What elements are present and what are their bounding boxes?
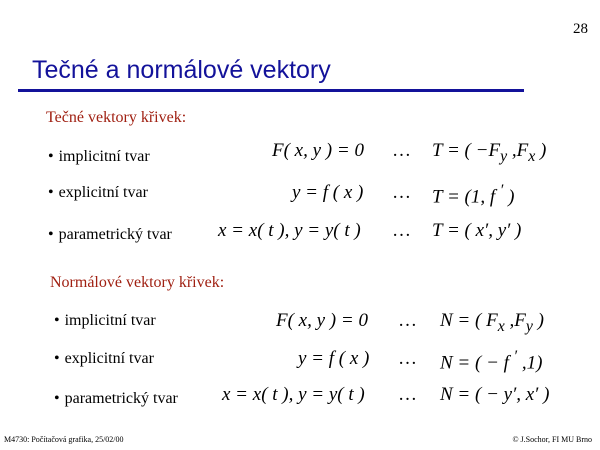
footer-copyright: © J.Sochor, FI MU Brno <box>512 435 592 444</box>
bullet: • <box>54 390 60 407</box>
ellipsis: … <box>392 182 411 203</box>
tangent-row-implicit-formula: F( x, y ) = 0 <box>272 140 364 161</box>
slide-title: Tečné a normálové vektory <box>32 56 331 84</box>
page-number: 28 <box>573 21 588 37</box>
bullet: • <box>54 350 60 367</box>
ellipsis: … <box>392 140 411 161</box>
bullet: • <box>54 312 60 329</box>
tangent-row-parametric-formula: x = x( t ), y = y( t ) <box>218 220 361 241</box>
ellipsis: … <box>392 220 411 241</box>
normal-row-implicit-formula: F( x, y ) = 0 <box>276 310 368 331</box>
bullet: • <box>48 184 54 201</box>
normal-row-implicit-result: N = ( $F_x$ $,F_y$ ) <box>440 310 544 335</box>
bullet: • <box>48 148 54 165</box>
footer-course: M4730: Počítačová grafika, 25/02/00 <box>4 435 124 444</box>
bullet: • <box>48 226 54 243</box>
normal-row-parametric-label: • parametrický tvar <box>54 390 178 407</box>
title-underline <box>18 89 524 92</box>
ellipsis: … <box>398 348 417 369</box>
tangent-row-parametric-label: • parametrický tvar <box>48 226 172 243</box>
tangent-row-implicit-label: • implicitní tvar <box>48 148 150 165</box>
tangent-row-explicit-label: • explicitní tvar <box>48 184 148 201</box>
normal-row-explicit-label: • explicitní tvar <box>54 350 154 367</box>
tangent-row-explicit-formula: y = f ( x ) <box>292 182 364 203</box>
normal-row-parametric-formula: x = x( t ), y = y( t ) <box>222 384 365 405</box>
ellipsis: … <box>398 310 417 331</box>
tangent-row-parametric-result: T = ( x′, y′ ) <box>432 220 522 241</box>
normal-heading: Normálové vektory křivek: <box>50 274 225 291</box>
normal-row-implicit-label: • implicitní tvar <box>54 312 156 329</box>
normal-row-explicit-formula: y = f ( x ) <box>298 348 370 369</box>
tangent-row-explicit-result: T = (1, f ′ ) <box>432 182 515 208</box>
normal-row-parametric-result: N = ( − y′, x′ ) <box>440 384 550 405</box>
normal-row-explicit-result: N = ( − f ′ ,1) <box>440 348 543 374</box>
tangent-heading: Tečné vektory křivek: <box>46 109 187 126</box>
tangent-row-implicit-result: T = ( $-F_y$ $,F_x$ ) <box>432 140 547 165</box>
ellipsis: … <box>398 384 417 405</box>
